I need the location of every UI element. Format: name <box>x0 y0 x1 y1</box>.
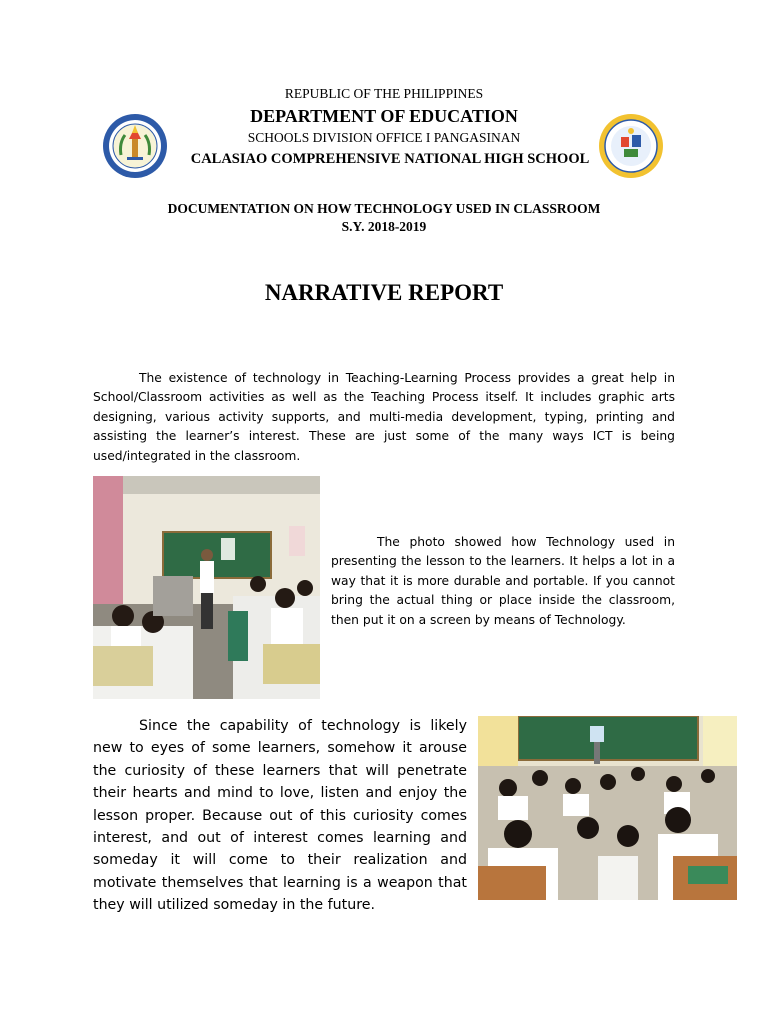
header-school: CALASIAO COMPREHENSIVE NATIONAL HIGH SCHOOL <box>190 151 590 167</box>
school-year: S.Y. 2018-2019 <box>341 219 427 234</box>
classroom-photo-students <box>478 716 737 900</box>
header-division: SCHOOLS DIVISION OFFICE I PANGASINAN <box>247 130 521 145</box>
header-department: DEPARTMENT OF EDUCATION <box>250 106 518 126</box>
division-seal-logo <box>597 113 665 179</box>
curiosity-paragraph: Since the capability of technology is likely new to eyes of some learners, somehow it arouse the curiosity of these learners that will penetrate their hearts and mind to love, listen and enjoy the lesson proper. Because out of this curiosity comes interest, and out of interest comes learning and someday it will come to their realization and motivate themselves that learning is a weapon that they will utilized someday in the future. <box>93 718 467 914</box>
intro-paragraph: The existence of technology in Teaching-Learning Process provides a great help in School/Classroom activities as well as the Teaching Process itself. It includes graphic arts designing, various activity supports, and multi-media development, typing, printing and assisting the learner’s interest. These are just some of the many ways ICT is being used/integrated in the classroom. <box>93 371 675 463</box>
documentation-heading: DOCUMENTATION ON HOW TECHNOLOGY USED IN CLASSROOM <box>167 201 601 216</box>
report-title: NARRATIVE REPORT <box>264 280 504 305</box>
photo-caption-paragraph: The photo showed how Technology used in presenting the lesson to the learners. It helps a lot in a way that it is more durable and portable. If you cannot bring the actual thing or place inside the classroom, then put it on a screen by means of Technology. <box>331 535 675 627</box>
school-seal-logo <box>101 113 169 179</box>
header-republic: REPUBLIC OF THE PHILIPPINES <box>284 86 484 101</box>
classroom-photo-teacher <box>93 476 320 699</box>
